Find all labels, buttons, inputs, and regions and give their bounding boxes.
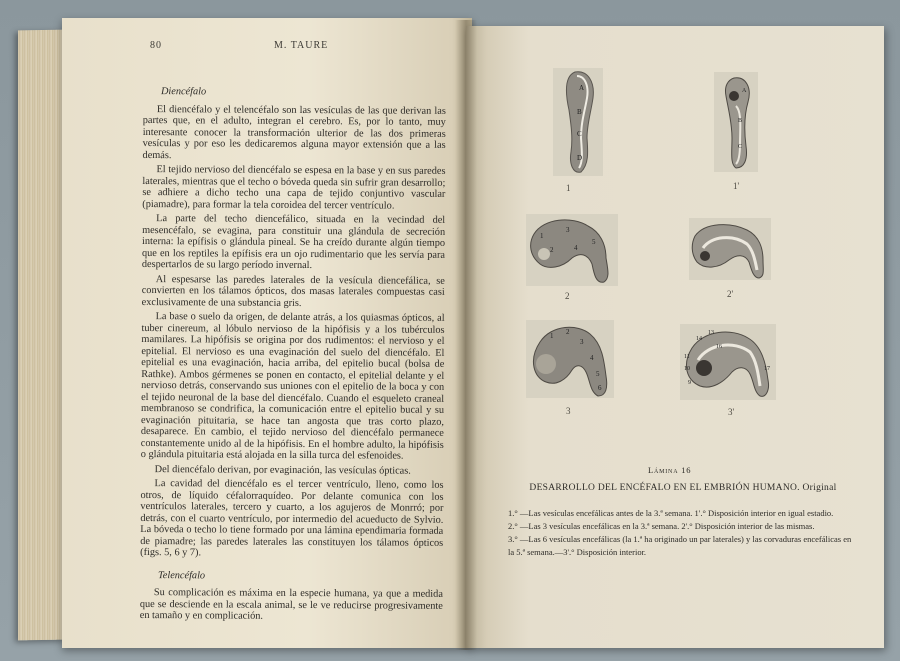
figure-1p-drawing [714, 72, 758, 172]
fig1-letter-a: A [579, 84, 585, 92]
figure-2p-label: 2' [727, 289, 734, 299]
figure-2p-plate [689, 218, 771, 280]
figure-3-drawing [526, 320, 614, 398]
figure-3p-drawing [680, 324, 776, 400]
figure-1-drawing [553, 68, 603, 176]
fig1-letter-d: D [577, 154, 583, 162]
fig3-letter-3: 3 [580, 338, 584, 346]
page-number: 80 [150, 40, 162, 51]
caption-lines [508, 507, 858, 559]
figure-3p-label: 3' [728, 407, 735, 417]
figure-1-label: 1 [566, 183, 571, 193]
fig2-letter-3: 3 [566, 226, 570, 234]
plate-number: Lámina 16 [648, 465, 692, 475]
paragraph: La cavidad del diencéfalo es el tercer ventrículo, lleno, como los otros, de líquido céfalorraquídeo. Por delante comunica con los ventrículos laterales, tercero y cuarto, a los agujeros de Monrró; por detrás, con el cuarto ventrículo, por intermedio del acueducto de Sylvio. La bóveda o techo lo tiene formado por una lámina ependimaria formada de piamadre; las paredes laterales las constituyen los tálamos ópticos (figs. 5, 6 y 7). [140, 478, 444, 559]
fig3p-letter-13: 13 [708, 330, 714, 336]
running-head: M. TAURE [274, 40, 329, 51]
paragraph: Su complicación es máxima en la especie humana, ya que a medida que se desciende en la escala animal, se le ve reducirse progresivamente en tamaño y en complicación. [139, 587, 443, 622]
plate-title: DESARROLLO DEL ENCÉFALO EN EL EMBRIÓN HUMANO. Original [529, 483, 837, 493]
fig2-letter-2: 2 [550, 246, 554, 254]
figure-1p-plate [714, 72, 758, 172]
figure-3-label: 3 [566, 406, 571, 416]
fig1p-letter-c: C [738, 144, 743, 150]
figure-1-plate [553, 68, 603, 176]
fig3-letter-5: 5 [596, 370, 600, 378]
figure-1p-label: 1' [733, 181, 740, 191]
section-heading-diencefalo: Diencéfalo [160, 86, 207, 98]
fig3p-letter-11: 11 [684, 354, 690, 360]
fig3p-letter-10: 10 [684, 366, 690, 372]
fig2-letter-4: 4 [574, 244, 578, 252]
section-heading-telencefalo: Telencéfalo [157, 569, 206, 581]
fig1p-letter-b: B [738, 118, 743, 124]
figure-2p-drawing [689, 218, 771, 280]
fig3p-letter-17: 17 [764, 366, 770, 372]
figure-2-label: 2 [565, 291, 570, 301]
figure-2-drawing [526, 214, 618, 286]
paragraph: La parte del techo diencefálico, situada en la vecindad del mesencéfalo, se evagina, para constituir una glándula de secreción interna: la epífisis o glándula pineal. Se ha creído durante algún tiempo que en los reptiles la epífisis era un ojo rudimentario que les servía para despertarlos de su largo período invernal. [141, 213, 446, 272]
fig3-letter-4: 4 [590, 354, 594, 362]
fig3p-letter-16: 16 [716, 344, 722, 350]
fig2-letter-5: 5 [592, 238, 596, 246]
fig3-letter-1: 1 [550, 332, 554, 340]
caption-line: 1.° —Las vesículas encefálicas antes de la 3.ª semana. 1'.° Disposición interior en igual estadio. [508, 508, 834, 518]
fig1-letter-c: C [577, 130, 582, 138]
left-body-text [140, 86, 446, 626]
paragraph: Al espesarse las paredes laterales de la vesícula diencefálica, se convierten en los tálamos ópticos, dos masas laterales compuestas casi exclusivamente de una substancia gris. [141, 273, 445, 309]
fig3-letter-2: 2 [566, 328, 570, 336]
figure-3-plate [526, 320, 614, 398]
caption-line: 3.° —Las 6 vesículas encefálicas (la 1.ª ha originado un par laterales) y las corvaduras encefálicas en la 5.ª semana.—3'.° Disposición interior. [508, 534, 852, 557]
figure-3p-plate [680, 324, 776, 400]
caption-line: 2.° —Las 3 vesículas encefálicas en la 3.ª semana. 2'.° Disposición interior de las mismas. [508, 521, 815, 531]
figure-2-plate [526, 214, 618, 286]
paragraph: La base o suelo da origen, de delante atrás, a los quiasmas ópticos, al tuber cinereum, al lóbulo nervioso de la hipófisis y a los tubérculos mamilares. La hipófisis se origina por dos rudimentos: el nervioso y el epitelial. El nervioso es una evaginación del suelo del diencéfalo. El epitelial es una evaginación, hacia arriba, del epitelio bucal (bolsa de Rathke). Ambos gérmenes se ponen en contacto, el epitelial delante y el nervioso detrás, conservando sus uniones con el epitelio de la boca y con el tejido neuronal de la base del diencéfalo. Cuando el esqueleto craneal membranoso se condrifica, la comunicación entre el epitelio bucal y su evaginación pituitaria, se hace tan angosta que tras corto plazo, desaparece. En cambio, el tejido nervioso del diencéfalo permanece constantemente unido al de la hipófisis. En el hombre adulto, la hipófisis o glándula pituitaria está alojada en la silla turca del esfenoides. [140, 311, 445, 462]
fig2-letter-1: 1 [540, 232, 544, 240]
paragraph: Del diencéfalo derivan, por evaginación, las vesículas ópticas. [154, 463, 411, 477]
fig1p-letter-a: A [742, 88, 747, 94]
book-gutter [455, 20, 477, 650]
paragraph: El tejido nervioso del diencéfalo se espesa en la base y en sus paredes laterales, mientras que el techo o bóveda queda sin sufrir gran desarrollo; se adhiere a dicho techo una capa de tejido conjuntivo vascular (piamadre), para formar la tela coroidea del tercer ventrículo. [142, 164, 446, 212]
page-stack-edge [18, 30, 66, 641]
fig3-letter-6: 6 [598, 384, 602, 392]
paragraph: El diencéfalo y el telencéfalo son las vesículas de las que derivan las partes que, en el adulto, integran el cerebro. Es, por lo tanto, muy interesante conocer la transformación ulterior de las dos primeras vesículas y por eso les dedicaremos alguna mayor extensión que a las demás. [142, 103, 446, 161]
fig1-letter-b: B [577, 108, 582, 116]
fig3p-letter-14: 14 [696, 336, 702, 342]
fig3p-letter-9: 9 [688, 380, 691, 386]
